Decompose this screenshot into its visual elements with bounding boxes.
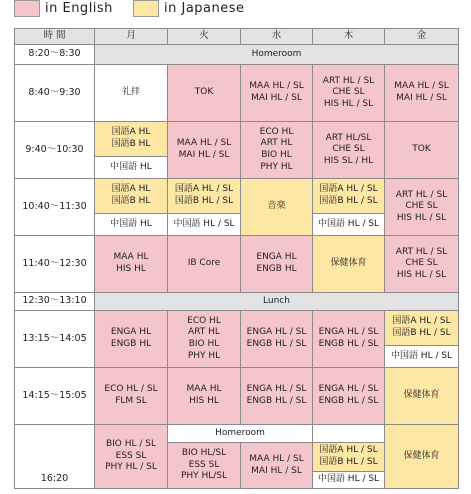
cell-line: CHE SL xyxy=(405,201,438,212)
time-r5 xyxy=(14,235,95,293)
cell-r4-tue-a xyxy=(167,178,241,214)
time-r1 xyxy=(14,44,95,65)
cell-line: MAI HL / SL xyxy=(396,93,447,103)
cell-r7-fri-b xyxy=(384,345,459,368)
cell-text: Lunch xyxy=(263,295,290,306)
header-day-wed xyxy=(240,28,313,45)
cell-line: PHY HL / SL xyxy=(105,462,157,473)
cell-r9-tue xyxy=(167,442,241,489)
cell-line: ECO HL xyxy=(259,126,294,137)
cell-line: FLM SL xyxy=(115,396,147,406)
cell-r8-thu xyxy=(312,367,385,425)
cell-r7-fri-a xyxy=(384,310,459,346)
cell-line: HIS HL / SL xyxy=(396,212,447,223)
japanese-swatch xyxy=(133,0,159,17)
cell-line: 保健体育 xyxy=(330,258,367,269)
cell-r2-fri xyxy=(384,64,459,122)
cell-text: 8:20〜8:30 xyxy=(28,48,81,60)
cell-r8-tue xyxy=(167,367,241,425)
cell-line: 中国語 HL / SL xyxy=(317,474,380,485)
cell-line: CHE SL xyxy=(332,87,365,98)
cell-line: ENGB HL xyxy=(256,264,297,274)
english-swatch xyxy=(14,0,40,17)
cell-text: Homeroom xyxy=(215,427,265,438)
cell-line: ART HL / SL xyxy=(395,246,448,257)
cell-r7-mon xyxy=(94,310,168,368)
timetable xyxy=(14,28,458,488)
cell-r3-tue xyxy=(167,121,241,179)
header-day-thu xyxy=(312,28,385,45)
cell-line: PHY HL xyxy=(260,161,293,172)
cell-r2-mon xyxy=(94,64,168,122)
cell-line: MAI HL / SL xyxy=(178,150,230,160)
cell-line: 国語B HL xyxy=(111,196,151,206)
cell-line: MAA HL xyxy=(113,252,149,263)
cell-line: BIO HL xyxy=(188,339,220,349)
cell-line: ESS SL xyxy=(188,459,220,470)
cell-text: 金 xyxy=(416,30,427,42)
cell-r9-homeroom xyxy=(167,424,313,443)
cell-line: 中国語 HL xyxy=(110,218,152,229)
homeroom-banner xyxy=(94,44,459,65)
cell-r7-tue xyxy=(167,310,241,368)
cell-text: 10:40〜11:30 xyxy=(22,200,87,212)
cell-line: 中国語 HL xyxy=(110,161,152,172)
cell-r5-wed xyxy=(240,235,313,293)
cell-text: 木 xyxy=(343,30,354,42)
cell-line: HIS SL / HL xyxy=(323,155,374,166)
cell-line: 国語B HL / SL xyxy=(319,457,378,467)
cell-line: TOK xyxy=(412,144,431,155)
cell-line: TOK xyxy=(194,87,214,98)
cell-r2-thu xyxy=(312,64,385,122)
header-day-fri xyxy=(384,28,459,45)
cell-text: 水 xyxy=(271,30,282,42)
cell-line: HIS HL / SL xyxy=(323,98,374,109)
cell-text: 13:15〜14:05 xyxy=(22,332,87,344)
cell-line: HIS HL xyxy=(116,264,146,274)
time-r4 xyxy=(14,178,95,236)
cell-line: BIO HL / SL xyxy=(105,439,157,450)
cell-r8-fri xyxy=(384,367,459,425)
cell-line: ENGB HL xyxy=(110,339,152,349)
cell-line: 国語A HL / SL xyxy=(174,184,234,195)
cell-line: IB Core xyxy=(187,258,221,269)
cell-line: 国語A HL xyxy=(111,127,151,138)
cell-line: ART HL xyxy=(188,327,220,338)
lunch-banner xyxy=(94,292,459,311)
cell-text: 火 xyxy=(199,30,209,42)
cell-r9-fri xyxy=(384,424,459,489)
cell-line: ART HL/SL xyxy=(325,132,372,143)
cell-text: 14:15〜15:05 xyxy=(22,389,87,401)
cell-line: ENGB HL / SL xyxy=(318,396,379,406)
cell-r3-thu xyxy=(312,121,385,179)
cell-r4-mon-a xyxy=(94,178,168,214)
cell-r9-thu-b xyxy=(312,471,385,489)
cell-text: 8:40〜9:30 xyxy=(28,86,81,98)
cell-line: 国語A HL / SL xyxy=(319,445,378,456)
cell-r3-wed xyxy=(240,121,313,179)
cell-line: 国語A HL / SL xyxy=(392,316,451,327)
cell-line: ENGA HL / SL xyxy=(318,327,379,338)
cell-line: BIO HL/SL xyxy=(181,448,227,459)
cell-line: 国語B HL / SL xyxy=(319,196,378,206)
cell-r9-wed xyxy=(240,442,313,489)
cell-r8-wed xyxy=(240,367,313,425)
cell-line: 保健体育 xyxy=(403,390,440,401)
cell-line: ENGB HL / SL xyxy=(246,396,307,406)
cell-r5-fri xyxy=(384,235,459,293)
cell-line: ENGA HL / SL xyxy=(246,327,307,338)
cell-line: ENGA HL / SL xyxy=(246,384,307,395)
header-day-mon xyxy=(94,28,168,45)
cell-line: MAA HL / SL xyxy=(394,81,449,92)
cell-text: 12:30〜13:10 xyxy=(22,295,87,307)
header-time xyxy=(14,28,95,45)
cell-line: 礼拝 xyxy=(121,87,140,98)
cell-r4-thu-a xyxy=(312,178,385,214)
cell-r7-thu xyxy=(312,310,385,368)
cell-r2-tue xyxy=(167,64,241,122)
time-r6 xyxy=(14,292,95,311)
cell-line: ENGB HL / SL xyxy=(318,339,379,349)
cell-r4-tue-b xyxy=(167,213,241,236)
cell-r4-wed xyxy=(240,178,313,236)
cell-r4-thu-b xyxy=(312,213,385,236)
english-label: in English xyxy=(45,1,113,16)
cell-line: MAA HL xyxy=(186,384,222,395)
legend-japanese xyxy=(133,0,245,17)
cell-line: HIS HL xyxy=(189,396,219,406)
cell-line: MAI HL / SL xyxy=(251,93,302,103)
cell-line: MAA HL / SL xyxy=(249,81,304,92)
cell-r4-mon-b xyxy=(94,213,168,236)
cell-line: CHE SL xyxy=(332,144,365,155)
cell-line: BIO HL xyxy=(261,150,292,160)
cell-line: ART HL / SL xyxy=(395,189,448,200)
time-r9 xyxy=(14,424,95,489)
cell-text: 11:40〜12:30 xyxy=(22,257,87,269)
cell-line: MAI HL / SL xyxy=(251,465,302,476)
cell-text: 月 xyxy=(126,30,136,42)
cell-line: 中国語 HL / SL xyxy=(173,218,235,229)
cell-line: 国語B HL / SL xyxy=(174,196,234,206)
cell-text: 16:20 xyxy=(40,472,69,484)
legend-english xyxy=(14,0,113,17)
cell-r4-fri xyxy=(384,178,459,236)
cell-r3-fri xyxy=(384,121,459,179)
cell-line: ESS SL xyxy=(115,450,147,461)
time-r7 xyxy=(14,310,95,368)
header-day-tue xyxy=(167,28,241,45)
time-r3 xyxy=(14,121,95,179)
cell-r8-mon xyxy=(94,367,168,425)
cell-line: ENGA HL xyxy=(256,252,297,263)
time-r2 xyxy=(14,64,95,122)
cell-line: 中国語 HL / SL xyxy=(317,218,380,229)
cell-line: 国語A HL / SL xyxy=(319,184,378,195)
cell-line: ENGA HL / SL xyxy=(318,384,379,395)
cell-line: ECO HL / SL xyxy=(104,384,158,395)
cell-r3-mon-a xyxy=(94,121,168,157)
cell-r2-wed xyxy=(240,64,313,122)
cell-line: 音楽 xyxy=(267,201,286,212)
cell-line: ART HL / SL xyxy=(322,75,375,86)
cell-line: PHY HL/SL xyxy=(180,471,228,482)
cell-r5-tue xyxy=(167,235,241,293)
cell-line: CHE SL xyxy=(405,258,438,269)
cell-line: 国語A HL xyxy=(111,184,151,195)
cell-r5-thu xyxy=(312,235,385,293)
cell-line: PHY HL xyxy=(187,350,221,361)
time-r8 xyxy=(14,367,95,425)
cell-r9-mon xyxy=(94,424,168,489)
cell-line: ART HL xyxy=(260,138,293,149)
cell-line: ECO HL xyxy=(187,315,221,326)
cell-line: MAA HL / SL xyxy=(249,453,304,464)
cell-r5-mon xyxy=(94,235,168,293)
cell-text: 時 間 xyxy=(43,30,66,42)
cell-text: Homeroom xyxy=(251,48,302,59)
cell-r9-thu-a xyxy=(312,442,385,472)
cell-line: ENGB HL / SL xyxy=(246,339,307,349)
cell-line: MAA HL / SL xyxy=(176,138,232,149)
cell-line: 国語B HL xyxy=(111,139,151,149)
japanese-label: in Japanese xyxy=(164,1,245,16)
cell-line: ENGA HL xyxy=(110,327,152,338)
cell-r3-mon-b xyxy=(94,156,168,179)
cell-line: HIS HL / SL xyxy=(396,269,447,280)
legend xyxy=(0,0,471,20)
cell-text: 9:40〜10:30 xyxy=(25,143,84,155)
cell-line: 保健体育 xyxy=(403,450,440,461)
cell-line: 国語B HL / SL xyxy=(392,328,451,338)
cell-line: 中国語 HL / SL xyxy=(390,350,453,361)
cell-r7-wed xyxy=(240,310,313,368)
